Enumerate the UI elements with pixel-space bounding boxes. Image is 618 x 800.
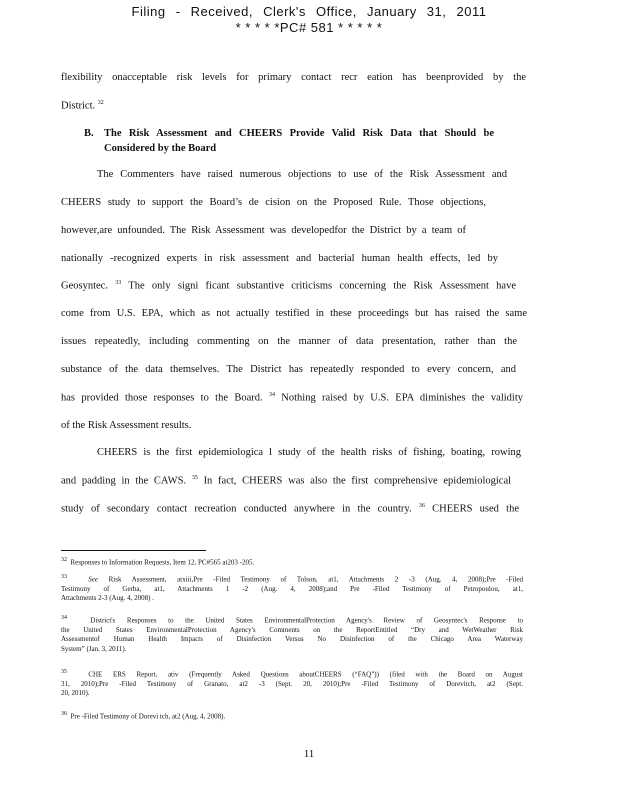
body-text-line: flexibility onacceptable risk levels for primary contact recr eation has beenprovided by the: [61, 72, 526, 83]
body-text-line: [61, 100, 526, 112]
footnote-signal: See: [88, 575, 98, 584]
footnote-ref: 35: [191, 475, 198, 481]
body-text-line: [61, 475, 511, 487]
footnote-line: [61, 614, 523, 626]
footnote-line: [61, 668, 523, 680]
body-text: Nothing raised by U.S. EPA diminishes the validity: [281, 392, 524, 404]
body-text-line: come from U.S. EPA, which as not actually testified in these proceedings but has raised the same: [61, 308, 527, 319]
body-text-line: The Commenters have raised numerous objections to use of the Risk Assessment and: [97, 169, 507, 180]
footnote-line: Testimony of Gerba, at1, Attachments 1 -2 (Aug. 4, 2008);and Pre -Filed Testimony of Petropoulou, at1,: [61, 584, 523, 593]
footnote-36: [61, 710, 523, 722]
footnote-text: Responses to Information Requests, Item 12, PC#565 at203 -205.: [70, 558, 255, 567]
footnote-32: [61, 556, 523, 568]
body-text-line: CHEERS is the first epidemiologica l study of the health risks of fishing, boating, rowing: [97, 447, 521, 458]
footnote-line: the United States EnvironmentalProtection Agency's Comments on the ReportEntitled “Dry and WetWeather Risk: [61, 625, 523, 634]
footnote-line: Attachments 2-3 (Aug. 4, 2008) .: [61, 594, 154, 603]
footnote-text: Pre -Filed Testimony of Dorevi tch, at2 (Aug. 4, 2008).: [70, 712, 226, 721]
footnote-ref: 32: [97, 100, 104, 106]
body-text-line: substance of the data themselves. The District has repeatedly responded to every concern, and: [61, 364, 516, 375]
filing-header: Filing - Received, Clerk's Office, January 31, 2011: [131, 4, 487, 19]
footnote-ref: 34: [268, 392, 275, 398]
body-text: and padding in the CAWS.: [61, 475, 187, 487]
footnote-line: [61, 556, 523, 568]
body-text: study of secondary contact recreation conducted anywhere in the country.: [61, 503, 412, 515]
body-text: has provided those responses to the Board.: [61, 392, 263, 404]
body-text: District.: [61, 100, 96, 112]
body-text-line: of the Risk Assessment results.: [61, 420, 192, 431]
body-text-line: [61, 280, 516, 292]
body-text-line: issues repeatedly, including commenting on the manner of data presentation, rather than the: [61, 336, 517, 347]
footnote-text: CHE ERS Report, ativ (Frequently Asked Questions aboutCHEERS (“FAQ”)) (filed with the Board on August: [88, 670, 524, 679]
page-number: 11: [303, 748, 315, 760]
footnote-ref: 36: [418, 503, 425, 509]
footnote-separator: [61, 550, 206, 551]
footnote-text: District's Responses to the United States EnvironmentalProtection Agency's Review of Geosyntec's Response to: [90, 616, 523, 625]
body-text: Geosyntec.: [61, 280, 108, 292]
body-text-line: nationally -recognized experts in risk assessment and bacterial human health effects, led by: [61, 253, 498, 264]
section-heading-line: Considered by the Board: [104, 143, 217, 154]
footnote-number: 35: [61, 669, 67, 675]
body-text: CHEERS used the: [432, 503, 519, 515]
footnote-line: Assessmentof Human Health Impacts of Disinfection Versus No Disinfection of the Chicago Area Waterway: [61, 635, 523, 644]
section-heading-line: The Risk Assessment and CHEERS Provide Valid Risk Data that Should be: [104, 128, 494, 139]
footnote-text: Risk Assessment, atxiii,Pre -Filed Testimony of Tolson, at1, Attachments 2 -3 (Aug. 4, 2008);Pre -Filed: [108, 575, 523, 584]
footnote-line: System” (Jan. 3, 2011).: [61, 644, 127, 653]
body-text: In fact, CHEERS was also the first comprehensive epidemiological: [203, 475, 512, 487]
footnote-number: 33: [61, 574, 67, 580]
footnote-line: [61, 710, 523, 722]
body-text-line: CHEERS study to support the Board’s de cision on the Proposed Rule. Those objections,: [61, 197, 486, 208]
body-text-line: however,are unfounded. The Risk Assessment was developedfor the District by a team of: [61, 225, 466, 236]
footnote-35: [61, 668, 523, 699]
footnote-ref: 33: [115, 280, 122, 286]
footnote-line: 31, 2010);Pre -Filed Testimony of Granato, at2 -3 (Sept. 20, 2010);Pre -Filed Testimony of Dorevitch, at2 (Sept.: [61, 679, 523, 688]
footnote-34: [61, 614, 523, 654]
body-text-line: [61, 503, 519, 515]
section-letter: B.: [84, 128, 94, 139]
pc-number-header: * * * * *PC# 581 * * * * *: [235, 20, 383, 35]
footnote-number: 32: [61, 557, 67, 563]
footnote-line: [61, 573, 523, 585]
body-text: The only signi ficant substantive criticisms concerning the Risk Assessment have: [128, 280, 517, 292]
footnote-number: 36: [61, 711, 67, 717]
body-text-line: [61, 392, 523, 404]
footnote-33: [61, 573, 523, 604]
footnote-line: 20, 2010).: [61, 689, 90, 698]
footnote-number: 34: [61, 615, 67, 621]
